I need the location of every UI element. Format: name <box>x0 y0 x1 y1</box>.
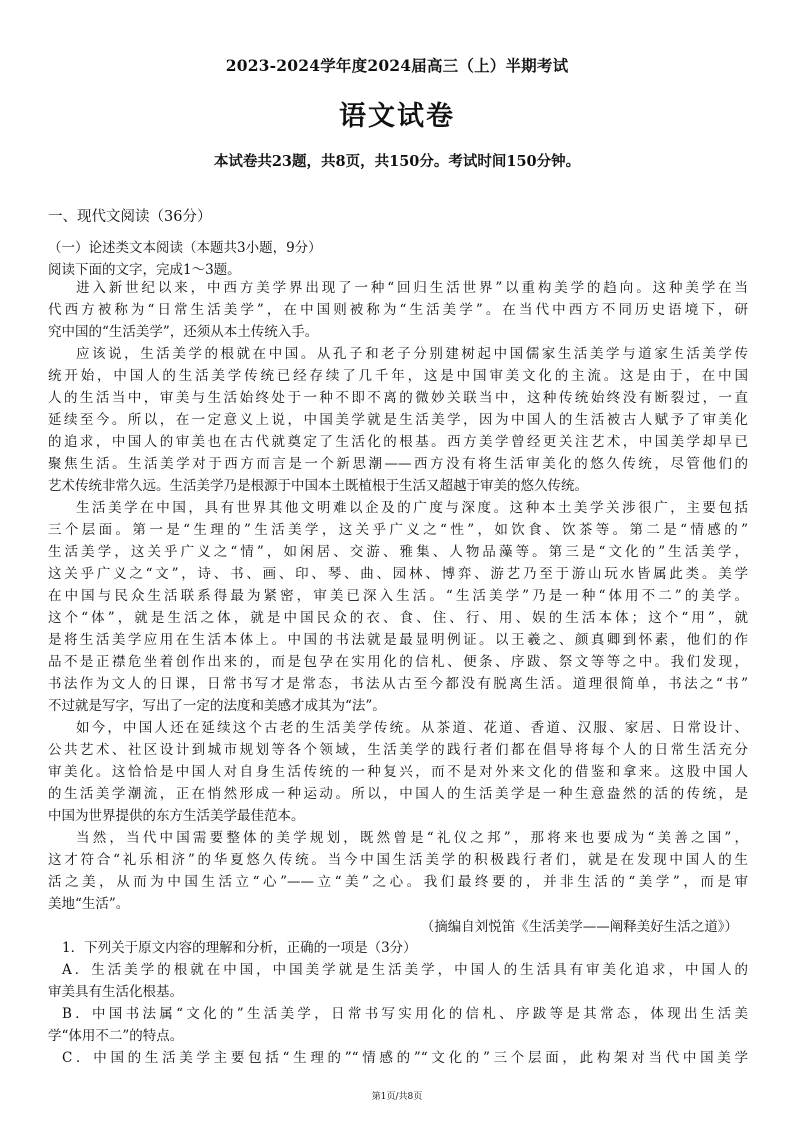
passage-line: 的生活美学潮流，正在悄然形成一种运动。所以，中国人的生活美学是一种生意盎然的活的传统，是 <box>48 786 748 802</box>
passage-source: （摘编自刘悦笛《生活美学——阐释美好生活之道》） <box>420 919 738 935</box>
passage-line: 生活美学在中国，具有世界其他文明难以企及的广度与深度。这种本土美学关涉很广，主要包括 <box>76 500 748 516</box>
passage-line: 人的生活当中，审美与生活始终处于一种不即不离的微妙关联当中，这种传统始终没有断裂过，一直 <box>48 390 748 406</box>
passage-line: 这关乎广义之“文”，诗、书、画、印、琴、曲、园林、博弈、游艺乃至于游山玩水皆属此类。美学 <box>48 566 748 582</box>
subsection-title: （一）论述类文本阅读（本题共3小题，9分） <box>48 240 322 256</box>
passage-line: 在中国与民众生活联系得最为紧密，审美已深入生活。“生活美学”乃是一种“体用不二”的美学。 <box>48 588 748 604</box>
passage-line: 品不是正襟危坐着创作出来的，而是包孕在实用化的信札、便条、序跋、祭文等等之中。我们发现， <box>48 654 748 670</box>
passage-line: 是将生活美学应用在生活本体上。中国的书法就是最显明例证。以王羲之、颜真卿到怀素，他们的作 <box>48 632 748 648</box>
passage-line: 聚焦生活。生活美学对于西方而言是一个新思潮——西方没有将生活审美化的悠久传统，尽管他们的 <box>48 456 748 472</box>
passage-line: 活之美，从而为中国生活立“心”——立“美”之心。我们最终要的，并非生活的“美学”，而是审 <box>48 874 748 890</box>
passage-line: 书法作为文人的日课，日常书写才是常态，书法从古至今都没有脱离生活。道理很简单，书法之“书” <box>48 676 748 692</box>
option-line: 审美具有生活化根基。 <box>48 984 183 1000</box>
option-line: B．中国书法属“文化的”生活美学，日常书写实用化的信札、序跋等是其常态，体现出生活美 <box>62 1006 748 1022</box>
passage-line: 应该说，生活美学的根就在中国。从孔子和老子分别建树起中国儒家生活美学与道家生活美学传 <box>76 346 748 362</box>
section-title: 一、现代文阅读（36分） <box>48 209 212 225</box>
page-number: 第1页/共8页 <box>371 1092 423 1102</box>
passage-line: 代西方被称为“日常生活美学”，在中国则被称为“生活美学”。在当代中西方不同历史语境下，研 <box>48 302 748 318</box>
passage-line: 不过就是写字，写出了一定的法度和美感才成其为“法”。 <box>48 698 386 714</box>
passage-line: 艺术传统非常久远。生活美学乃是根源于中国本土既植根于生活又超越于审美的悠久传统。 <box>48 478 588 494</box>
exam-notice: 本试卷共23题，共8页，共150分。考试时间150分钟。 <box>213 153 581 170</box>
passage-line: 生活美学，这关乎广义之“情”，如闲居、交游、雅集、人物品藻等。第三是“文化的”生活美学， <box>48 544 748 560</box>
passage-line: 美地“生活”。 <box>48 896 130 912</box>
passage-line: 中国为世界提供的东方生活美学最佳范本。 <box>48 808 305 824</box>
page-title: 语文试卷 <box>339 101 455 132</box>
passage-line: 延续至今。所以，在一定意义上说，中国美学就是生活美学，因为中国人的生活被古人赋予了审美化 <box>48 412 748 428</box>
passage-line: 当然，当代中国需要整体的美学规划，既然曾是“礼仪之邦”，那将来也要成为“美善之国”， <box>76 830 748 846</box>
passage-line: 三个层面。第一是“生理的”生活美学，这关乎广义之“性”，如饮食、饮茶等。第二是“情感的” <box>48 522 748 538</box>
question-stem: 1．下列关于原文内容的理解和分析，正确的一项是（3分） <box>62 940 417 956</box>
option-line: C．中国的生活美学主要包括“生理的”“情感的”“文化的”三个层面，此构架对当代中国美学 <box>62 1050 748 1066</box>
passage-line: 的追求，中国人的审美也在古代就奠定了生活化的根基。西方美学曾经更关注艺术，中国美学却早已 <box>48 434 748 450</box>
passage-line: 这个“体”，就是生活之体，就是中国民众的衣、食、住、行、用、娱的生活本体；这个“用”，就 <box>48 610 748 626</box>
reading-instruction: 阅读下面的文字，完成1～3题。 <box>48 262 241 278</box>
passage-line: 究中国的“生活美学”，还须从本土传统入手。 <box>48 324 319 340</box>
passage-line: 进入新世纪以来，中西方美学界出现了一种“回归生活世界”以重构美学的趋向。这种美学在当 <box>76 280 748 296</box>
passage-line: 审美化。这恰恰是中国人对自身生活传统的一种复兴，而不是对外来文化的借鉴和拿来。这股中国人 <box>48 764 748 780</box>
option-line: 学“体用不二”的特点。 <box>48 1028 184 1044</box>
passage-line: 如今，中国人还在延续这个古老的生活美学传统。从茶道、花道、香道、汉服、家居、日常设计、 <box>76 720 748 736</box>
passage-line: 这才符合“礼乐相济”的华夏悠久传统。当今中国生活美学的积极践行者们，就是在发现中国人的生 <box>48 852 748 868</box>
option-line: A．生活美学的根就在中国，中国美学就是生活美学，中国人的生活具有审美化追求，中国人的 <box>62 962 748 978</box>
passage-line: 统开始，中国人的生活美学传统已经存续了几千年，这是中国审美文化的主流。这是由于，在中国 <box>48 368 748 384</box>
exam-title: 2023-2024学年度2024届高三（上）半期考试 <box>225 56 569 75</box>
passage-line: 公共艺术、社区设计到城市规划等各个领域，生活美学的践行者们都在倡导将每个人的日常生活充分 <box>48 742 748 758</box>
